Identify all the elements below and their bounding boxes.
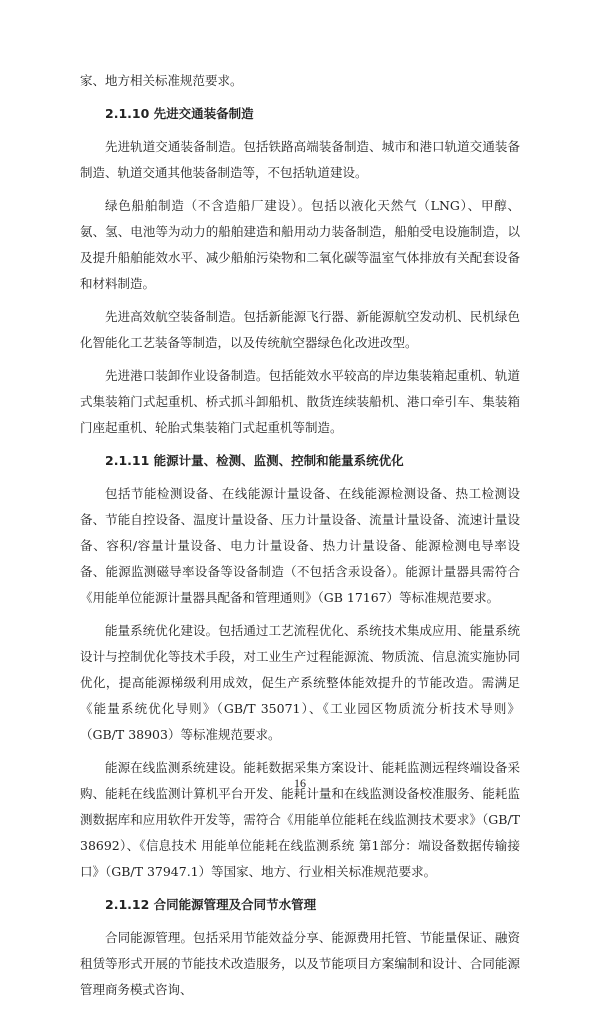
body-paragraph: 合同能源管理。包括采用节能效益分享、能源费用托管、节能量保证、融资租赁等形式开展的节能技术改造服务，以及节能项目方案编制和设计、合同能源管理商务模式咨询、 xyxy=(80,930,520,997)
section-heading: 2.1.10 先进交通装备制造 xyxy=(105,106,254,121)
section-heading: 2.1.12 合同能源管理及合同节水管理 xyxy=(105,897,317,912)
body-paragraph: 包括节能检测设备、在线能源计量设备、在线能源检测设备、热工检测设备、节能自控设备、温度计量设备、压力计量设备、流量计量设备、流速计量设备、容积/容量计量设备、电力计量设备、热力计量设备、能源检测电导率设备、能源监测磁导率设备等设备制造（不包括含汞设备）。能源计量器具需符合《用能单位能源计量器具配备和管理通则》（GB 17167）等标准规范要求。 xyxy=(80,486,520,605)
body-paragraph: 先进轨道交通装备制造。包括铁路高端装备制造、城市和港口轨道交通装备制造、轨道交通其他装备制造等，不包括轨道建设。 xyxy=(80,139,520,180)
body-paragraph: 先进高效航空装备制造。包括新能源飞行器、新能源航空发动机、民机绿色化智能化工艺装备等制造，以及传统航空器绿色化改进改型。 xyxy=(80,309,520,350)
body-paragraph: 绿色船舶制造（不含造船厂建设）。包括以液化天然气（LNG）、甲醇、氨、氢、电池等为动力的船舶建造和船用动力装备制造，船舶受电设施制造，以及提升船舶能效水平、减少船舶污染物和二氧化碳等温室气体排放有关配套设备和材料制造。 xyxy=(80,198,520,291)
page-number: 16 xyxy=(294,776,306,790)
body-paragraph: 能源在线监测系统建设。能耗数据采集方案设计、能耗监测远程终端设备采购、能耗在线监测计算机平台开发、能耗计量和在线监测设备校准服务、能耗监测数据库和应用软件开发等，需符合《用能单位能耗在线监测技术要求》（GB/T 38692）、《信息技术 用能单位能耗在线监测系统 第1部分：端设备数据传输接口》（GB/T 37947.1）等国家、地方、行业相关标准规范要求。 xyxy=(80,760,520,879)
body-paragraph: 能量系统优化建设。包括通过工艺流程优化、系统技术集成应用、能量系统设计与控制优化等技术手段，对工业生产过程能源流、物质流、信息流实施协同优化，提高能源梯级利用成效，促生产系统整体能效提升的节能改造。需满足《能量系统优化导则》（GB/T 35071）、《工业园区物质流分析技术导则》（GB/T 38903）等标准规范要求。 xyxy=(80,623,520,742)
body-paragraph: 先进港口装卸作业设备制造。包括能效水平较高的岸边集装箱起重机、轨道式集装箱门式起重机、桥式抓斗卸船机、散货连续装船机、港口牵引车、集装箱门座起重机、轮胎式集装箱门式起重机等制造。 xyxy=(80,368,520,435)
body-paragraph: 家、地方相关标准规范要求。 xyxy=(80,73,243,88)
section-heading: 2.1.11 能源计量、检测、监测、控制和能量系统优化 xyxy=(105,453,404,468)
page-body xyxy=(80,68,520,1010)
